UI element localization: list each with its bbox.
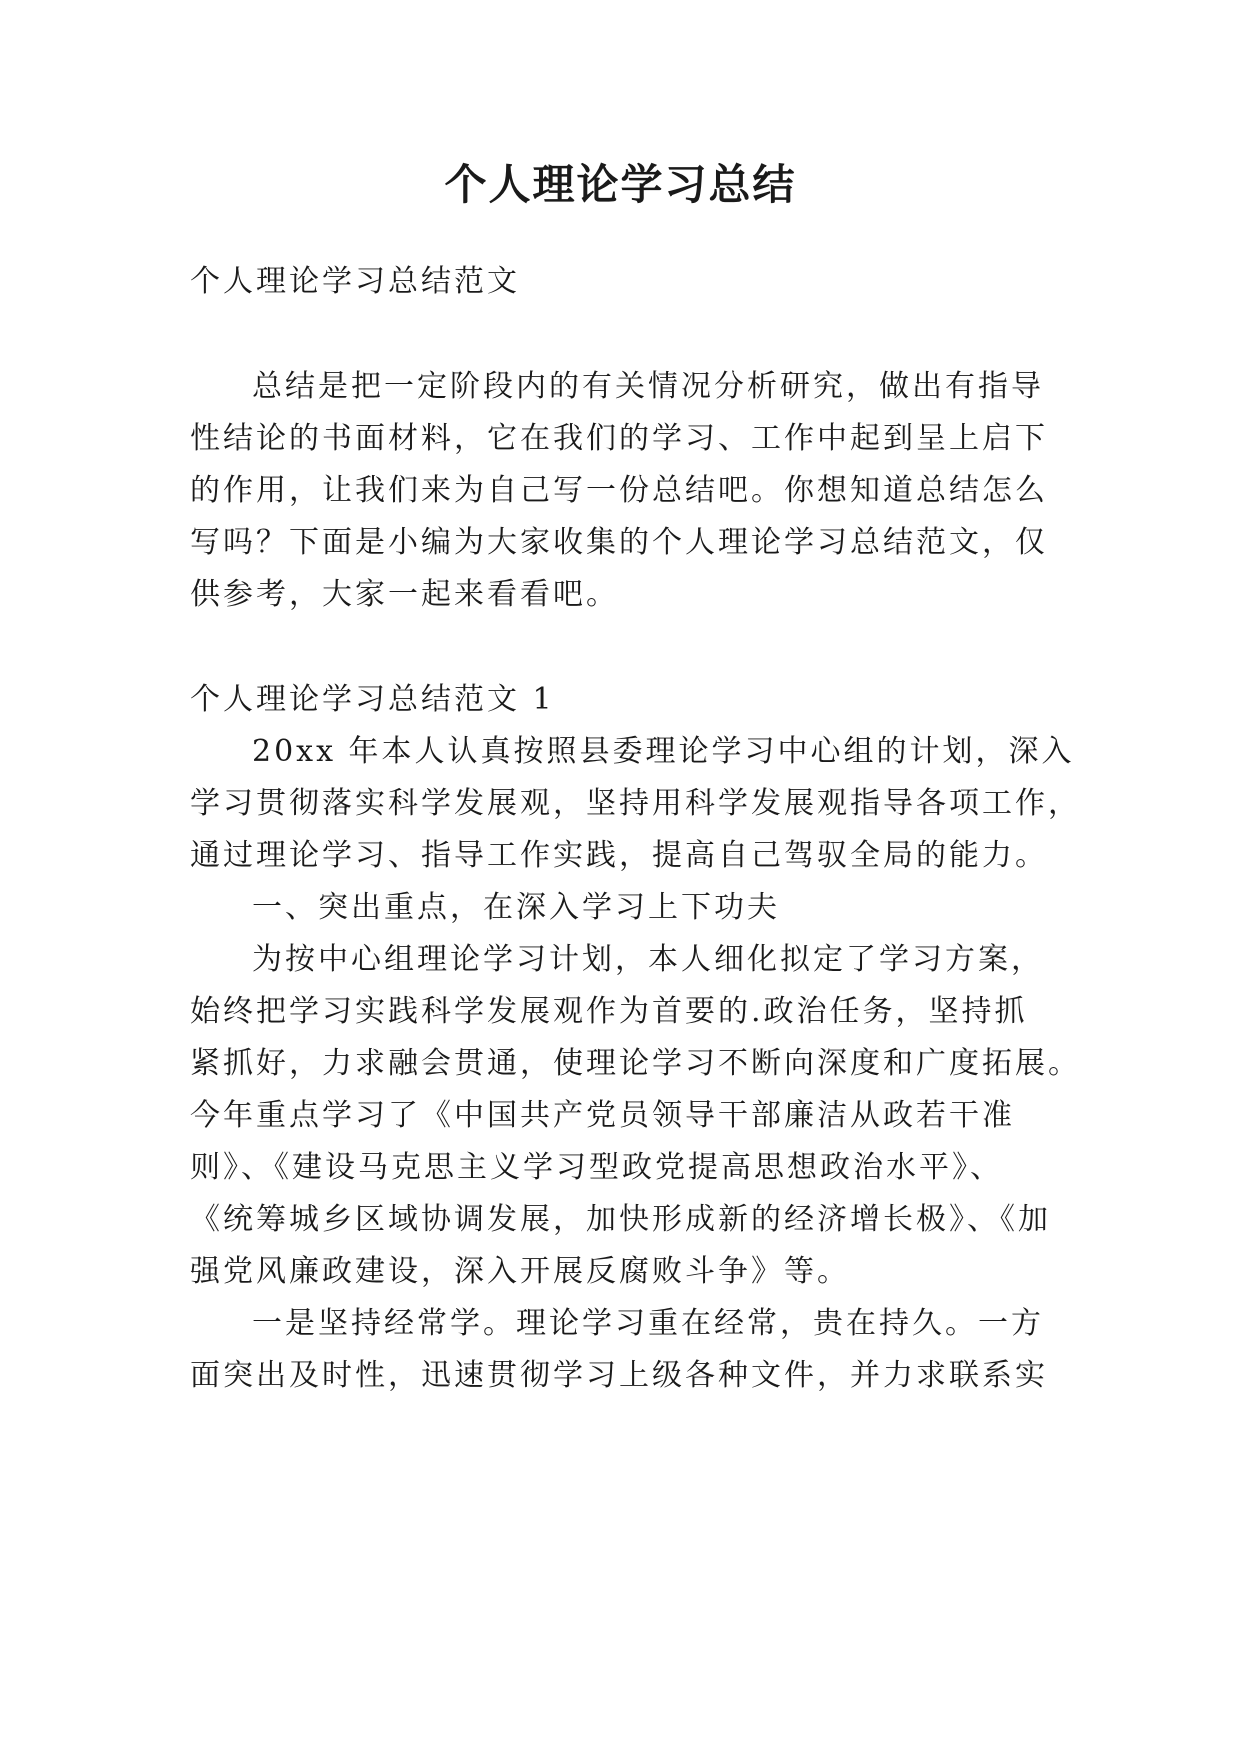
body-line: 今年重点学习了《中国共产党员领导干部廉洁从政若干准 (190, 1098, 1015, 1133)
body-line: 通过理论学习、指导工作实践，提高自己驾驭全局的能力。 (190, 838, 1048, 873)
intro-line: 总结是把一定阶段内的有关情况分析研究，做出有指导 (252, 369, 1044, 404)
body-line: 则》、《建设马克思主义学习型政党提高思想政治水平》、 (190, 1150, 1003, 1185)
intro-line: 写吗？下面是小编为大家收集的个人理论学习总结范文，仅 (190, 525, 1048, 560)
intro-line: 性结论的书面材料，它在我们的学习、工作中起到呈上启下 (190, 421, 1048, 456)
body-line: 《统筹城乡区域协调发展，加快形成新的经济增长极》、《加 (190, 1202, 1051, 1237)
body-line: 一、突出重点，在深入学习上下功夫 (252, 890, 780, 925)
section-heading: 个人理论学习总结范文 1 (190, 682, 555, 717)
body-line: 始终把学习实践科学发展观作为首要的.政治任务，坚持抓 (190, 994, 1028, 1029)
intro-line: 的作用，让我们来为自己写一份总结吧。你想知道总结怎么 (190, 473, 1048, 508)
body-line: 面突出及时性，迅速贯彻学习上级各种文件，并力求联系实 (190, 1358, 1048, 1393)
body-line: 强党风廉政建设，深入开展反腐败斗争》等。 (190, 1254, 850, 1289)
body-line: 一是坚持经常学。理论学习重在经常，贵在持久。一方 (252, 1306, 1044, 1341)
body-line: 20xx 年本人认真按照县委理论学习中心组的计划，深入 (252, 734, 1075, 769)
document-subtitle: 个人理论学习总结范文 (190, 264, 520, 299)
document-title: 个人理论学习总结 (444, 160, 797, 209)
intro-line: 供参考，大家一起来看看吧。 (190, 577, 619, 612)
body-line: 为按中心组理论学习计划，本人细化拟定了学习方案， (252, 942, 1044, 977)
body-line: 学习贯彻落实科学发展观，坚持用科学发展观指导各项工作， (190, 786, 1081, 821)
body-line: 紧抓好，力求融会贯通，使理论学习不断向深度和广度拓展。 (190, 1046, 1081, 1081)
